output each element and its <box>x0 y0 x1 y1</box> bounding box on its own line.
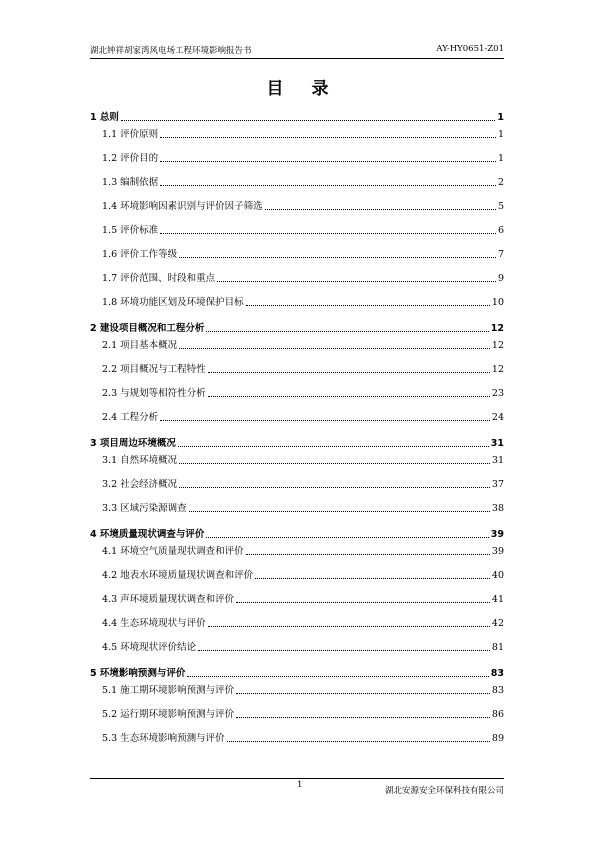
toc-entry-page: 5 <box>497 201 504 212</box>
toc-chapter-entry[interactable] <box>90 527 504 541</box>
toc-entry-page: 24 <box>491 412 504 423</box>
toc-entry-page: 42 <box>491 618 504 629</box>
toc-entry-page: 12 <box>490 323 504 334</box>
toc-section-entry[interactable] <box>90 592 504 606</box>
toc-section-entry[interactable] <box>90 453 504 467</box>
toc-dot-leader <box>179 257 496 258</box>
toc-chapter-entry[interactable] <box>90 321 504 335</box>
toc-chapter-entry[interactable] <box>90 666 504 680</box>
toc-entry-title: 2.4 工程分析 <box>102 412 159 423</box>
toc-entry-title: 4.4 生态环境现状与评价 <box>102 618 206 629</box>
toc-section-entry[interactable] <box>90 247 504 261</box>
toc-dot-leader <box>206 331 488 332</box>
toc-entry-title: 2.3 与规划等相符性分析 <box>102 388 206 399</box>
toc-entry-title: 4 环境质量现状调查与评价 <box>90 529 205 540</box>
toc-entry-page: 89 <box>491 733 504 744</box>
toc-dot-leader <box>178 446 489 447</box>
toc-entry-title: 2.1 项目基本概况 <box>102 340 178 351</box>
toc-entry-page: 10 <box>491 297 504 308</box>
toc-section-entry[interactable] <box>90 175 504 189</box>
toc-dot-leader <box>236 693 490 694</box>
toc-dot-leader <box>217 281 496 282</box>
toc-entry-page: 2 <box>497 177 504 188</box>
toc-entry-title: 5.3 生态环境影响预测与评价 <box>102 733 225 744</box>
toc-section-entry[interactable] <box>90 295 504 309</box>
toc-dot-leader <box>179 348 490 349</box>
toc-entry-page: 7 <box>497 249 504 260</box>
toc-section-entry[interactable] <box>90 544 504 558</box>
toc-entry-title: 5 环境影响预测与评价 <box>90 668 186 679</box>
toc-entry-title: 1.5 评价标准 <box>102 225 159 236</box>
toc-entry-page: 39 <box>490 529 504 540</box>
toc-entry-title: 4.1 环境空气质量现状调查和评价 <box>102 546 244 557</box>
page-footer <box>90 778 504 799</box>
toc-entry-page: 9 <box>497 273 504 284</box>
toc-entry-page: 31 <box>491 455 504 466</box>
toc-entry-title: 1.8 环境功能区划及环境保护目标 <box>102 297 244 308</box>
toc-entry-page: 41 <box>491 594 504 605</box>
toc-entry-title: 4.2 地表水环境质量现状调查和评价 <box>102 570 254 581</box>
toc-entry-page: 39 <box>491 546 504 557</box>
toc-entry-title: 2.2 项目概况与工程特性 <box>102 364 206 375</box>
toc-dot-leader <box>189 511 490 512</box>
toc-dot-leader <box>160 161 496 162</box>
toc-dot-leader <box>236 602 490 603</box>
toc-section-entry[interactable] <box>90 223 504 237</box>
toc-section-entry[interactable] <box>90 151 504 165</box>
toc-entry-page: 40 <box>491 570 504 581</box>
toc-entry-page: 38 <box>491 503 504 514</box>
toc-entry-title: 1.4 环境影响因素识别与评价因子筛选 <box>102 201 263 212</box>
toc-section-entry[interactable] <box>90 477 504 491</box>
toc-dot-leader <box>255 578 490 579</box>
toc-entry-title: 5.1 施工期环境影响预测与评价 <box>102 685 235 696</box>
header-document-title: 湖北钟祥胡家湾风电场工程环境影响报告书 <box>90 46 252 56</box>
toc-chapter-entry[interactable] <box>90 436 504 450</box>
toc-entry-title: 2 建设项目概况和工程分析 <box>90 323 205 334</box>
toc-entry-title: 1.6 评价工作等级 <box>102 249 178 260</box>
toc-section-entry[interactable] <box>90 683 504 697</box>
toc-dot-leader <box>208 396 490 397</box>
toc-entry-page: 12 <box>491 364 504 375</box>
toc-dot-leader <box>208 372 490 373</box>
toc-entry-title: 3 项目周边环境概况 <box>90 438 176 449</box>
toc-chapter-entry[interactable] <box>90 110 504 124</box>
toc-dot-leader <box>246 305 490 306</box>
page-header <box>90 44 504 59</box>
toc-entry-title: 4.3 声环境质量现状调查和评价 <box>102 594 235 605</box>
toc-entry-page: 1 <box>497 112 504 123</box>
toc-dot-leader <box>265 209 496 210</box>
toc-entry-page: 86 <box>491 709 504 720</box>
toc-entry-title: 3.3 区域污染源调查 <box>102 503 187 514</box>
toc-section-entry[interactable] <box>90 731 504 745</box>
toc-dot-leader <box>179 487 490 488</box>
toc-section-entry[interactable] <box>90 271 504 285</box>
toc-entry-page: 81 <box>491 642 504 653</box>
toc-entry-page: 1 <box>497 153 504 164</box>
toc-entry-title: 1.3 编制依据 <box>102 177 159 188</box>
toc-dot-leader <box>179 463 490 464</box>
toc-entry-page: 12 <box>491 340 504 351</box>
toc-entry-title: 3.1 自然环境概况 <box>102 455 178 466</box>
toc-section-entry[interactable] <box>90 707 504 721</box>
footer-company-name: 湖北安源安全环保科技有限公司 <box>384 786 504 796</box>
toc-section-entry[interactable] <box>90 386 504 400</box>
toc-dot-leader <box>227 741 490 742</box>
toc-entry-page: 37 <box>491 479 504 490</box>
toc-section-entry[interactable] <box>90 410 504 424</box>
toc-entry-title: 1.1 评价原则 <box>102 129 159 140</box>
toc-section-entry[interactable] <box>90 640 504 654</box>
toc-entry-title: 1.2 评价目的 <box>102 153 159 164</box>
header-document-code: AY-HY0651-Z01 <box>436 44 504 54</box>
toc-section-entry[interactable] <box>90 362 504 376</box>
toc-dot-leader <box>121 120 495 121</box>
toc-section-entry[interactable] <box>90 568 504 582</box>
toc-entry-page: 1 <box>497 129 504 140</box>
toc-dot-leader <box>160 137 496 138</box>
toc-entry-page: 6 <box>497 225 504 236</box>
toc-entry-page: 83 <box>491 685 504 696</box>
toc-entry-title: 1 总则 <box>90 112 119 123</box>
toc-dot-leader <box>160 233 496 234</box>
toc-entry-title: 3.2 社会经济概况 <box>102 479 178 490</box>
toc-section-entry[interactable] <box>90 199 504 213</box>
footer-page-number: 1 <box>297 780 303 790</box>
toc-section-entry[interactable] <box>90 127 504 141</box>
toc-entry-page: 83 <box>490 668 504 679</box>
toc-entry-page: 23 <box>491 388 504 399</box>
toc-dot-leader <box>246 554 490 555</box>
toc-entry-page: 31 <box>490 438 504 449</box>
toc-dot-leader <box>160 185 496 186</box>
toc-dot-leader <box>208 626 490 627</box>
toc-entry-title: 1.7 评价范围、时段和重点 <box>102 273 216 284</box>
toc-entry-title: 4.5 环境现状评价结论 <box>102 642 197 653</box>
toc-dot-leader <box>198 650 490 651</box>
toc-dot-leader <box>236 717 490 718</box>
toc-section-entry[interactable] <box>90 501 504 515</box>
toc-entry-title: 5.2 运行期环境影响预测与评价 <box>102 709 235 720</box>
toc-section-entry[interactable] <box>90 338 504 352</box>
page-title: 目录 <box>266 79 357 99</box>
toc-dot-leader <box>187 676 488 677</box>
toc-dot-leader <box>160 420 490 421</box>
toc-section-entry[interactable] <box>90 616 504 630</box>
toc-dot-leader <box>206 537 488 538</box>
